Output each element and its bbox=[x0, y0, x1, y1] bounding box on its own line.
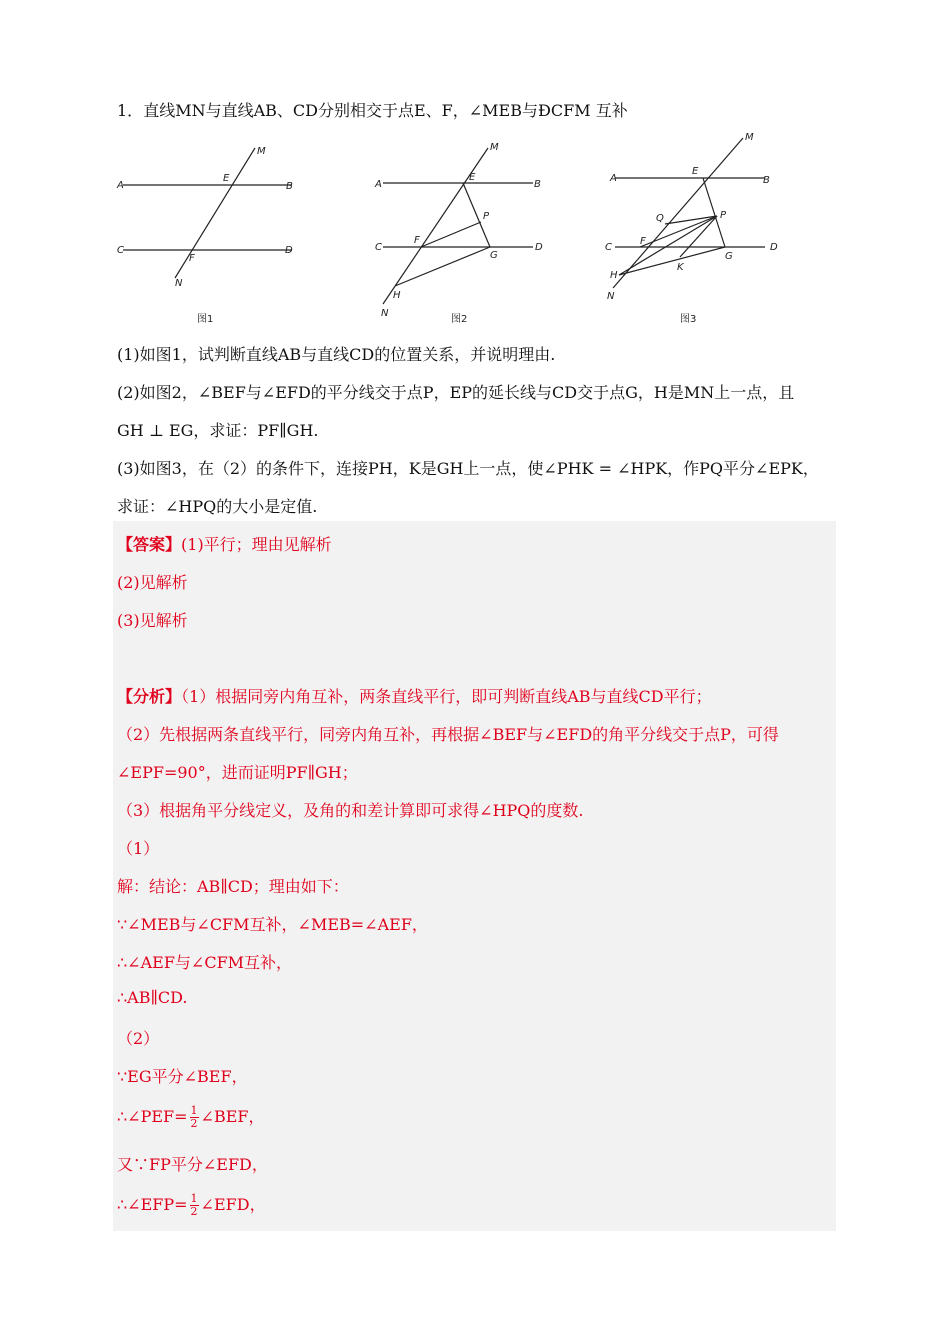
solution-step-10-tail: ∠EFD， bbox=[200, 1195, 266, 1214]
solution-step-3: ∵∠MEB与∠CFM互补，∠MEB=∠AEF， bbox=[117, 915, 428, 934]
fig2-label-C: C bbox=[375, 242, 382, 253]
fig1-caption: 图1 bbox=[197, 314, 214, 325]
fig1-label-M: M bbox=[257, 146, 266, 157]
solution-step-2: 解：结论：AB∥CD；理由如下： bbox=[117, 877, 349, 896]
fraction-denominator: 2 bbox=[190, 1117, 198, 1130]
fig3-label-G: G bbox=[725, 251, 733, 262]
solution-step-8 bbox=[117, 1104, 265, 1130]
solution-step-8-tail: ∠BEF， bbox=[200, 1107, 265, 1126]
answer-line-1 bbox=[117, 532, 332, 555]
question-part-3-cont: 求证：∠HPQ的大小是定值. bbox=[117, 497, 318, 516]
fig2-label-G: G bbox=[490, 250, 498, 261]
fig3-label-F: F bbox=[640, 236, 646, 247]
solution-step-10 bbox=[117, 1192, 266, 1218]
fraction-numerator: 1 bbox=[190, 1104, 198, 1117]
analysis-text-2: （2）先根据两条直线平行，同旁内角互补，再根据∠BEF与∠EFD的角平分线交于点P，可得 bbox=[117, 725, 779, 744]
fig3-label-E: E bbox=[692, 166, 699, 177]
figure-1 bbox=[123, 148, 292, 278]
solution-step-4: ∴∠AEF与∠CFM互补， bbox=[117, 953, 293, 972]
solution-step-7: ∵EG平分∠BEF， bbox=[117, 1067, 248, 1086]
fig3-label-H: H bbox=[610, 270, 618, 281]
figure-3 bbox=[613, 138, 765, 288]
answer-3: (3)见解析 bbox=[117, 611, 188, 630]
question-stem bbox=[117, 98, 628, 121]
answer-tag: 【答案】 bbox=[117, 535, 182, 554]
fig3-label-N: N bbox=[607, 291, 615, 302]
fig3-label-D: D bbox=[770, 242, 778, 253]
fig1-label-C: C bbox=[117, 245, 124, 256]
answer-2: (2)见解析 bbox=[117, 573, 188, 592]
fig2-label-D: D bbox=[535, 242, 543, 253]
analysis-text-1: （1）根据同旁内角互补，两条直线平行，即可判断直线AB与直线CD平行； bbox=[181, 687, 712, 706]
question-part-2-cont: GH ⊥ EG，求证：PF∥GH. bbox=[117, 421, 319, 440]
figure-2 bbox=[383, 148, 533, 304]
fig2-label-A: A bbox=[375, 179, 382, 190]
fig3-label-Q: Q bbox=[656, 213, 664, 224]
fig2-label-B: B bbox=[534, 179, 541, 190]
analysis-text-4: （3）根据角平分线定义，及角的和差计算即可求得∠HPQ的度数. bbox=[117, 801, 584, 820]
fig1-label-E: E bbox=[223, 173, 230, 184]
fig1-label-A: A bbox=[117, 180, 124, 191]
fig3-label-P: P bbox=[720, 210, 727, 221]
fig3-label-B: B bbox=[763, 175, 770, 186]
fig3-label-K: K bbox=[677, 262, 684, 273]
fig3-caption: 图3 bbox=[680, 314, 697, 325]
fig1-label-N: N bbox=[175, 278, 183, 289]
question-part-2: (2)如图2，∠BEF与∠EFD的平分线交于点P，EP的延长线与CD交于点G，H是MN上一点，且 bbox=[117, 383, 795, 402]
solution-step-5: ∴AB∥CD. bbox=[117, 988, 188, 1007]
fig3-label-A: A bbox=[610, 173, 617, 184]
one-half-fraction bbox=[190, 1193, 199, 1218]
fig2-label-N: N bbox=[381, 308, 389, 319]
solution-step-8-lead: ∴∠PEF= bbox=[117, 1107, 188, 1126]
solution-step-9: 又∵FP平分∠EFD， bbox=[117, 1155, 268, 1174]
analysis-line-1 bbox=[117, 684, 712, 707]
question-part-1: (1)如图1，试判断直线AB与直线CD的位置关系，并说明理由. bbox=[117, 345, 556, 364]
fig3-label-M: M bbox=[745, 132, 754, 143]
analysis-text-3: ∠EPF=90°，进而证明PF∥GH； bbox=[117, 763, 358, 782]
fig2-label-E: E bbox=[469, 172, 476, 183]
one-half-fraction bbox=[190, 1105, 199, 1130]
geometry-figures bbox=[105, 128, 805, 333]
fraction-denominator: 2 bbox=[190, 1205, 198, 1218]
fig2-label-M: M bbox=[490, 142, 499, 153]
fig3-label-C: C bbox=[605, 242, 612, 253]
answer-1: (1)平行；理由见解析 bbox=[181, 535, 332, 554]
fig1-label-D: D bbox=[285, 245, 293, 256]
solution-step-6: （2） bbox=[117, 1029, 160, 1048]
fig1-label-F: F bbox=[189, 253, 195, 264]
fraction-numerator: 1 bbox=[190, 1192, 198, 1205]
fig2-label-P: P bbox=[483, 211, 490, 222]
fig1-label-B: B bbox=[286, 181, 293, 192]
question-number: 1． bbox=[117, 101, 144, 120]
solution-step-1: （1） bbox=[117, 839, 160, 858]
question-stem-text: 直线MN与直线AB、CD分别相交于点E、F，∠MEB与ĐCFM 互补 bbox=[143, 101, 628, 120]
solution-step-10-lead: ∴∠EFP= bbox=[117, 1195, 188, 1214]
fig2-label-F: F bbox=[414, 235, 420, 246]
analysis-tag: 【分析】 bbox=[117, 687, 182, 706]
question-part-3: (3)如图3，在（2）的条件下，连接PH，K是GH上一点，使∠PHK = ∠HPK，作PQ平分∠EPK， bbox=[117, 459, 819, 478]
fig2-caption: 图2 bbox=[451, 314, 468, 325]
fig2-label-H: H bbox=[393, 290, 401, 301]
